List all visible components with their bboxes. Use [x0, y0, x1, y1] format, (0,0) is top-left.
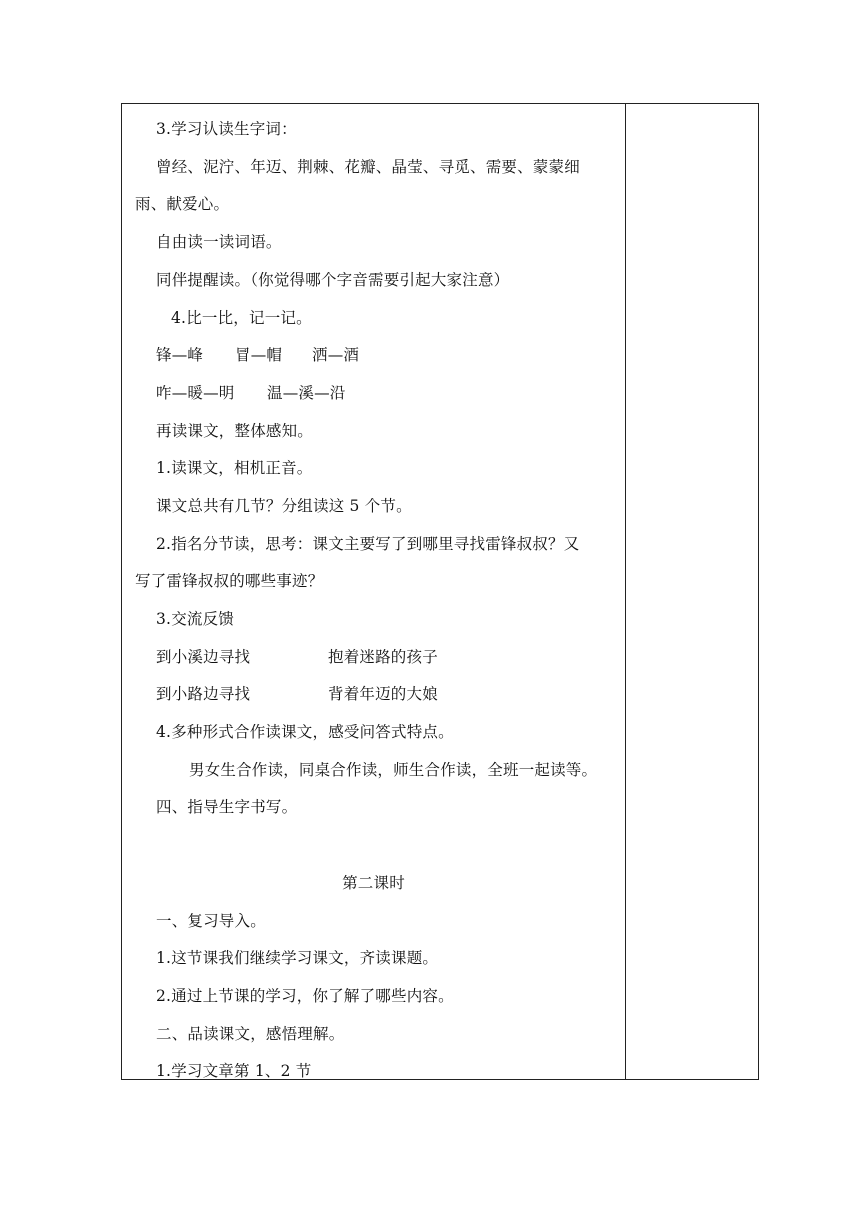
text-line: 课文总共有几节？分组读这 5 个节。 [156, 497, 412, 515]
text-line: 冒—帽 [235, 346, 283, 364]
text-line: 1.读课文，相机正音。 [156, 459, 313, 477]
section-heading: 第二课时 [342, 874, 405, 892]
text-line: 2.通过上节课的学习，你了解了哪些内容。 [156, 987, 454, 1005]
text-line: 自由读一读词语。 [156, 233, 282, 251]
text-line: 二、品读课文，感悟理解。 [156, 1025, 345, 1043]
text-line: 背着年迈的大娘 [328, 685, 438, 703]
text-line: 锋—峰 [156, 346, 204, 364]
text-line: 3.学习认读生字词： [156, 120, 297, 138]
lesson-table [121, 103, 759, 1080]
text-line: 洒—酒 [312, 346, 360, 364]
text-line: 到小溪边寻找 [156, 648, 251, 666]
text-line: 雨、献爱心。 [135, 195, 230, 213]
text-line: 4.比一比，记一记。 [171, 309, 312, 327]
text-line: 曾经、泥泞、年迈、荆棘、花瓣、晶莹、寻觅、需要、蒙蒙细 [156, 158, 580, 176]
text-line: 再读课文，整体感知。 [156, 422, 314, 440]
text-line: 2.指名分节读，思考：课文主要写了到哪里寻找雷锋叔叔？又 [156, 535, 580, 553]
text-line: 到小路边寻找 [156, 685, 251, 703]
text-line: 1.学习文章第 1、2 节 [156, 1062, 312, 1080]
text-line: 温—溪—沿 [267, 384, 346, 402]
text-line: 4.多种形式合作读课文，感受问答式特点。 [156, 723, 454, 741]
text-line: 男女生合作读，同桌合作读，师生合作读，全班一起读等。 [189, 761, 598, 779]
text-line: 1.这节课我们继续学习课文，齐读课题。 [156, 949, 439, 967]
text-line: 一、复习导入。 [156, 912, 266, 930]
text-line: 咋—暖—明 [156, 384, 235, 402]
text-line: 同伴提醒读。（你觉得哪个字音需要引起大家注意） [156, 271, 510, 289]
notes-column-divider [625, 104, 626, 1079]
text-line: 写了雷锋叔叔的哪些事迹？ [135, 572, 324, 590]
text-line: 抱着迷路的孩子 [328, 648, 438, 666]
text-line: 3.交流反馈 [156, 610, 234, 628]
text-line: 四、指导生字书写。 [156, 798, 298, 816]
